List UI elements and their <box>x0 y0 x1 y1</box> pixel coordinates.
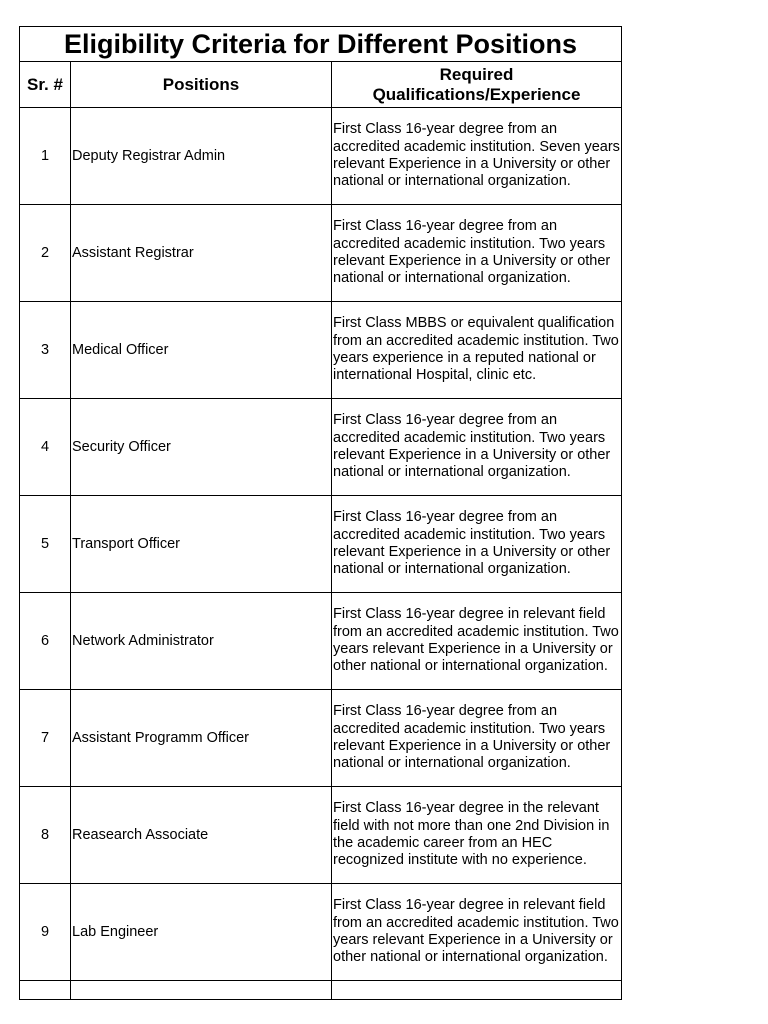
qualification-cell: First Class MBBS or equivalent qualification from an accredited academic institution. Two years experience in a reputed national or international Hospital, clinic etc. <box>332 302 622 399</box>
qualification-cell: First Class 16-year degree from an accredited academic institution. Two years relevant Experience in a University or other national or international organization. <box>332 399 622 496</box>
sr-number-cell: 1 <box>20 108 71 205</box>
empty-cell <box>20 981 71 1000</box>
position-cell: Network Administrator <box>71 593 332 690</box>
table-row <box>20 205 622 302</box>
table-row <box>20 108 622 205</box>
table-row <box>20 399 622 496</box>
table-row <box>20 884 622 981</box>
eligibility-table <box>19 26 622 1000</box>
position-cell: Assistant Programm Officer <box>71 690 332 787</box>
sr-number-cell: 2 <box>20 205 71 302</box>
sr-number-cell: 5 <box>20 496 71 593</box>
position-cell: Security Officer <box>71 399 332 496</box>
column-header-positions: Positions <box>71 62 332 108</box>
table-title: Eligibility Criteria for Different Positions <box>20 27 622 62</box>
qualification-cell: First Class 16-year degree from an accredited academic institution. Two years relevant Experience in a University or other national or international organization. <box>332 690 622 787</box>
column-header-qualifications-line1: Required <box>439 64 514 84</box>
table-row <box>20 690 622 787</box>
title-row <box>20 27 622 62</box>
position-cell: Transport Officer <box>71 496 332 593</box>
column-header-qualifications-line2: Qualifications/Experience <box>372 84 581 104</box>
table-row <box>20 593 622 690</box>
sr-number-cell: 6 <box>20 593 71 690</box>
table-row <box>20 787 622 884</box>
position-cell: Reasearch Associate <box>71 787 332 884</box>
sr-number-cell: 3 <box>20 302 71 399</box>
qualification-cell: First Class 16-year degree in relevant field from an accredited academic institution. Two years relevant Experience in a University or other national or international organization. <box>332 884 622 981</box>
position-cell: Lab Engineer <box>71 884 332 981</box>
empty-cell <box>71 981 332 1000</box>
position-cell: Medical Officer <box>71 302 332 399</box>
table-body <box>20 108 622 1000</box>
qualification-cell: First Class 16-year degree in the relevant field with not more than one 2nd Division in the academic career from an HEC recognized institute with no experience. <box>332 787 622 884</box>
sr-number-cell: 7 <box>20 690 71 787</box>
position-cell: Assistant Registrar <box>71 205 332 302</box>
qualification-cell: First Class 16-year degree from an accredited academic institution. Seven years relevant Experience in a University or other national or international organization. <box>332 108 622 205</box>
position-cell: Deputy Registrar Admin <box>71 108 332 205</box>
column-header-qualifications <box>332 62 622 108</box>
sr-number-cell: 4 <box>20 399 71 496</box>
qualification-cell: First Class 16-year degree from an accredited academic institution. Two years relevant Experience in a University or other national or international organization. <box>332 205 622 302</box>
empty-table-row <box>20 981 622 1000</box>
qualification-cell: First Class 16-year degree in relevant field from an accredited academic institution. Two years relevant Experience in a University or other national or international organization. <box>332 593 622 690</box>
empty-cell <box>332 981 622 1000</box>
sr-number-cell: 9 <box>20 884 71 981</box>
table-row <box>20 496 622 593</box>
table-row <box>20 302 622 399</box>
sr-number-cell: 8 <box>20 787 71 884</box>
qualification-cell: First Class 16-year degree from an accredited academic institution. Two years relevant Experience in a University or other national or international organization. <box>332 496 622 593</box>
header-row <box>20 62 622 108</box>
column-header-sr: Sr. # <box>20 62 71 108</box>
